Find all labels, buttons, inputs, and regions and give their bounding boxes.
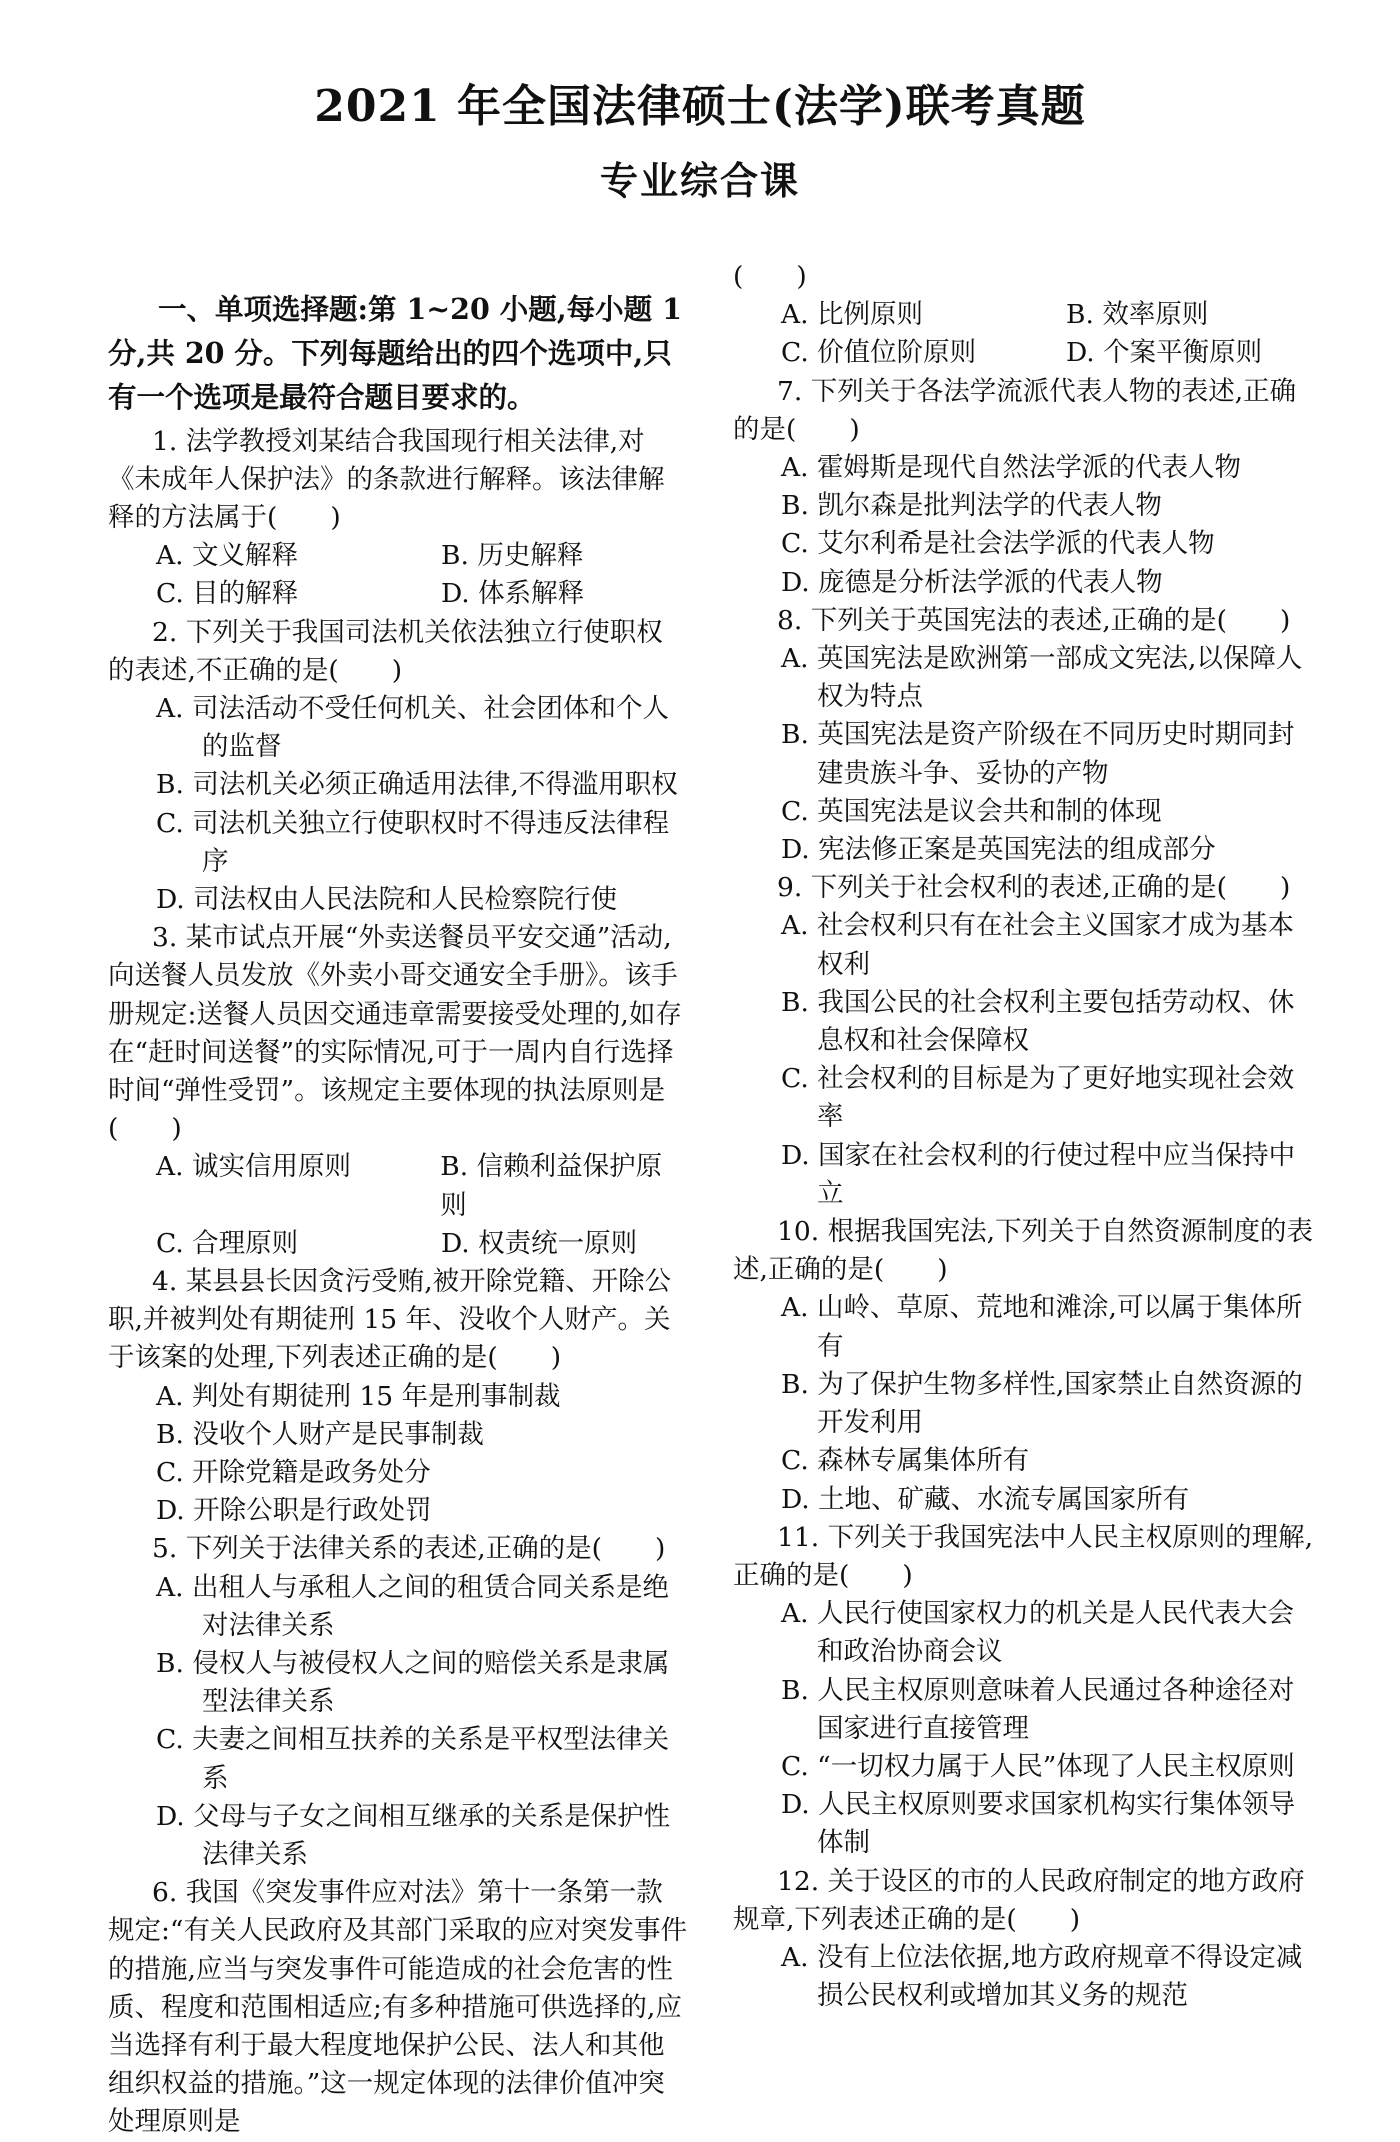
left-column [108, 258, 688, 2142]
question-2: 2. 下列关于我国司法机关依法独立行使职权的表述,不正确的是( ) [108, 616, 663, 686]
q1-option-b: B. 历史解释 [441, 540, 584, 572]
section-heading: 一、单项选择题:第 1~20 小题,每小题 1 分,共 20 分。下列每题给出的四个选项中,只有一个选项是最符合题目要求的。 [108, 291, 682, 414]
question-7: 7. 下列关于各法学流派代表人物的表述,正确的是( ) [733, 375, 1297, 445]
q9-option-d: D. 国家在社会权利的行使过程中应当保持中立 [781, 1139, 1296, 1209]
question-10: 10. 根据我国宪法,下列关于自然资源制度的表述,正确的是( ) [733, 1216, 1313, 1286]
q4-option-d: D. 开除公职是行政处罚 [156, 1495, 432, 1527]
q8-option-a: A. 英国宪法是欧洲第一部成文宪法,以保障人权为特点 [781, 643, 1303, 713]
question-3: 3. 某市试点开展“外卖送餐员平安交通”活动,向送餐人员发放《外卖小哥交通安全手册》。该手册规定:送餐人员因交通违章需要接受处理的,如存在“赶时间送餐”的实际情况,可于一周内自行选择时间“弹性受罚”。该规定主要体现的执法原则是( ) [108, 922, 682, 1145]
q3-option-c: C. 合理原则 [156, 1227, 299, 1259]
question-1: 1. 法学教授刘某结合我国现行相关法律,对《未成年人保护法》的条款进行解释。该法律解释的方法属于( ) [108, 425, 665, 533]
q6-option-b: B. 效率原则 [1066, 299, 1209, 331]
question-5: 5. 下列关于法律关系的表述,正确的是( ) [152, 1533, 666, 1565]
q10-option-a: A. 山岭、草原、荒地和滩涂,可以属于集体所有 [781, 1292, 1303, 1362]
question-1-options-row-2 [108, 575, 688, 613]
q8-option-c: C. 英国宪法是议会共和制的体现 [781, 795, 1162, 827]
question-4: 4. 某县县长因贪污受贿,被开除党籍、开除公职,并被判处有期徒刑 15 年、没收个人财产。关于该案的处理,下列表述正确的是( ) [108, 1265, 672, 1374]
q11-option-c: C. “一切权力属于人民”体现了人民主权原则 [781, 1750, 1295, 1782]
q6-option-c: C. 价值位阶原则 [781, 337, 977, 369]
q1-option-a: A. 文义解释 [156, 540, 298, 572]
q5-option-c: C. 夫妻之间相互扶养的关系是平权型法律关系 [156, 1724, 670, 1794]
question-12: 12. 关于设区的市的人民政府制定的地方政府规章,下列表述正确的是( ) [733, 1865, 1305, 1935]
q5-option-b: B. 侵权人与被侵权人之间的赔偿关系是隶属型法律关系 [156, 1648, 670, 1718]
question-6-options-row-1 [733, 296, 1313, 334]
question-3-options-row-2 [108, 1225, 688, 1263]
page-title: 2021 年全国法律硕士(法学)联考真题 [314, 81, 1086, 132]
q7-option-d: D. 庞德是分析法学派的代表人物 [781, 566, 1163, 598]
q8-option-b: B. 英国宪法是资产阶级在不同历史时期同封建贵族斗争、妥协的产物 [781, 719, 1295, 789]
q10-option-c: C. 森林专属集体所有 [781, 1445, 1030, 1477]
question-6-options-row-2 [733, 334, 1313, 372]
q2-option-b: B. 司法机关必须正确适用法律,不得滥用职权 [156, 769, 678, 801]
q2-option-a: A. 司法活动不受任何机关、社会团体和个人的监督 [156, 692, 669, 763]
q6-option-a: A. 比例原则 [781, 299, 923, 331]
page-subtitle: 专业综合课 [599, 158, 800, 203]
q7-option-a: A. 霍姆斯是现代自然法学派的代表人物 [781, 452, 1241, 484]
q9-option-a: A. 社会权利只有在社会主义国家才成为基本权利 [781, 910, 1294, 980]
q1-option-c: C. 目的解释 [156, 578, 299, 610]
question-3-options-row-1 [108, 1148, 688, 1224]
q3-option-a: A. 诚实信用原则 [156, 1151, 351, 1183]
q9-option-c: C. 社会权利的目标是为了更好地实现社会效率 [781, 1063, 1295, 1133]
q1-option-d: D. 体系解释 [441, 578, 585, 610]
question-8: 8. 下列关于英国宪法的表述,正确的是( ) [777, 604, 1291, 636]
q8-option-d: D. 宪法修正案是英国宪法的组成部分 [781, 834, 1216, 866]
q3-option-b: B. 信赖利益保护原则 [440, 1151, 663, 1221]
q4-option-b: B. 没收个人财产是民事制裁 [156, 1418, 484, 1450]
q11-option-a: A. 人民行使国家权力的机关是人民代表大会和政治协商会议 [781, 1598, 1294, 1668]
q11-option-d: D. 人民主权原则要求国家机构实行集体领导体制 [781, 1789, 1296, 1859]
question-9: 9. 下列关于社会权利的表述,正确的是( ) [777, 872, 1291, 904]
q12-option-a: A. 没有上位法依据,地方政府规章不得设定减损公民权利或增加其义务的规范 [781, 1941, 1303, 2012]
q5-option-d: D. 父母与子女之间相互继承的关系是保护性法律关系 [156, 1800, 671, 1871]
question-1-options-row-1 [108, 537, 688, 575]
q4-option-c: C. 开除党籍是政务处分 [156, 1456, 431, 1488]
q9-option-b: B. 我国公民的社会权利主要包括劳动权、休息权和社会保障权 [781, 986, 1295, 1057]
q4-option-a: A. 判处有期徒刑 15 年是刑事制裁 [156, 1380, 561, 1412]
question-6: 6. 我国《突发事件应对法》第十一条第一款规定:“有关人民政府及其部门采取的应对突发事件的措施,应当与突发事件可能造成的社会危害的性质、程度和范围相适应;有多种措施可供选择的,应当选择有利于最大程度地保护公民、法人和其他组织权益的措施。”这一规定体现的法律价值冲突处理原则是 [108, 1877, 687, 2138]
q10-option-d: D. 土地、矿藏、水流专属国家所有 [781, 1483, 1190, 1515]
q2-option-d: D. 司法权由人民法院和人民检察院行使 [156, 883, 618, 915]
q2-option-c: C. 司法机关独立行使职权时不得违反法律程序 [156, 807, 670, 877]
q11-option-b: B. 人民主权原则意味着人民通过各种途径对国家进行直接管理 [781, 1674, 1295, 1744]
question-11: 11. 下列关于我国宪法中人民主权原则的理解,正确的是( ) [733, 1521, 1313, 1591]
right-column [733, 258, 1313, 2015]
q10-option-b: B. 为了保护生物多样性,国家禁止自然资源的开发利用 [781, 1368, 1303, 1439]
question-6-blank: ( ) [733, 261, 807, 292]
q6-option-d: D. 个案平衡原则 [1066, 337, 1263, 369]
q5-option-a: A. 出租人与承租人之间的租赁合同关系是绝对法律关系 [156, 1571, 669, 1641]
q7-option-c: C. 艾尔利希是社会法学派的代表人物 [781, 528, 1215, 560]
q3-option-d: D. 权责统一原则 [441, 1227, 638, 1259]
q7-option-b: B. 凯尔森是批判法学的代表人物 [781, 490, 1162, 522]
